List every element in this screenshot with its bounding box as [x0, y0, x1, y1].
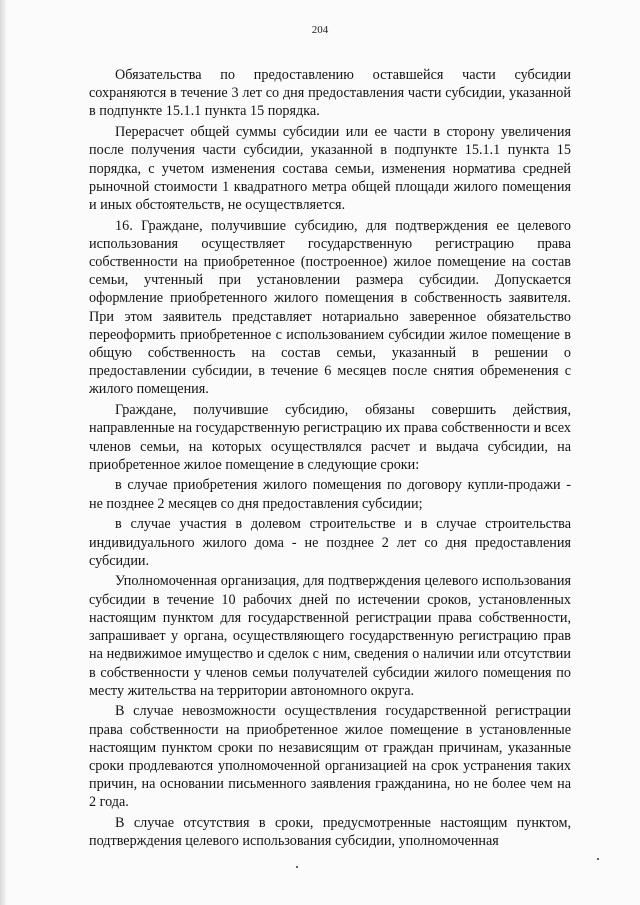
- scan-speck: [597, 858, 599, 860]
- paragraph-recalculation: Перерасчет общей суммы субсидии или ее части в сторону увеличения после получения части субсидии, указанной в подпункте 15.1.1 пункта 15 порядка, с учетом изменения состава семьи, изменения норматива средней рыночной стоимости 1 квадратного метра общей площади жилого помещения и иных обстоятельств, не осуществляется.: [89, 124, 571, 213]
- paragraph-obligations: Обязательства по предоставлению оставшейся части субсидии сохраняются в течение 3 лет со дня предоставления части субсидии, указанной в подпункте 15.1.1 пункта 15 порядка.: [89, 67, 571, 120]
- paragraph-authorized-organization: Уполномоченная организация, для подтверждения целевого использования субсидии в течение 10 рабочих дней по истечении сроков, установленных настоящим пунктом для государственной регистрации права собственности, запрашивает у органа, осуществляющего государственную регистрацию прав на недвижимое имущество и сделок с ним, сведения о наличии или отсутствии в собственности у членов семьи получателей субсидии жилого помещения по месту жительства на территории автономного округа.: [89, 573, 571, 699]
- scan-left-edge: [0, 0, 6, 905]
- paragraph-registration-deadlines: Граждане, получившие субсидию, обязаны совершить действия, направленные на государственную регистрацию их права собственности и всех членов семьи, на которых осуществлялся расчет и выдача субсидии, на приобретенное жилое помещение в следующие сроки:: [89, 402, 571, 473]
- paragraph-item-16: 16. Граждане, получившие субсидию, для подтверждения ее целевого использования осуществляет государственную регистрацию права собственности на приобретенное (построенное) жилое помещение на состав семьи, учтенный при установлении размера субсидии. Допускается оформление приобретенного жилого помещения в собственность заявителя. При этом заявитель представляет нотариально заверенное обязательство переоформить приобретенное с использованием субсидии жилое помещение в общую собственность на состав семьи, указанный в решении о предоставлении субсидии, в течение 6 месяцев после снятия обременения с жилого помещения.: [89, 217, 571, 398]
- paragraph-construction-case: в случае участия в долевом строительстве и в случае строительства индивидуального жилого дома - не позднее 2 лет со дня предоставления субсидии.: [89, 516, 571, 569]
- paragraph-purchase-case: в случае приобретения жилого помещения по договору купли-продажи - не позднее 2 месяцев со дня предоставления субсидии;: [89, 477, 571, 512]
- paragraph-extension: В случае невозможности осуществления государственной регистрации права собственности на приобретенное жилое помещение в установленные настоящим пунктом сроки по независящим от граждан причинам, указанные сроки продлеваются уполномоченной организацией на срок устранения таких причин, на основании письменного заявления гражданина, но не более чем на 2 года.: [89, 703, 571, 811]
- scan-speck: [296, 866, 298, 868]
- document-text: [89, 66, 571, 853]
- page-number: 204: [311, 24, 329, 36]
- paragraph-absence: В случае отсутствия в сроки, предусмотренные настоящим пунктом, подтверждения целевого использования субсидии, уполномоченная: [89, 815, 571, 850]
